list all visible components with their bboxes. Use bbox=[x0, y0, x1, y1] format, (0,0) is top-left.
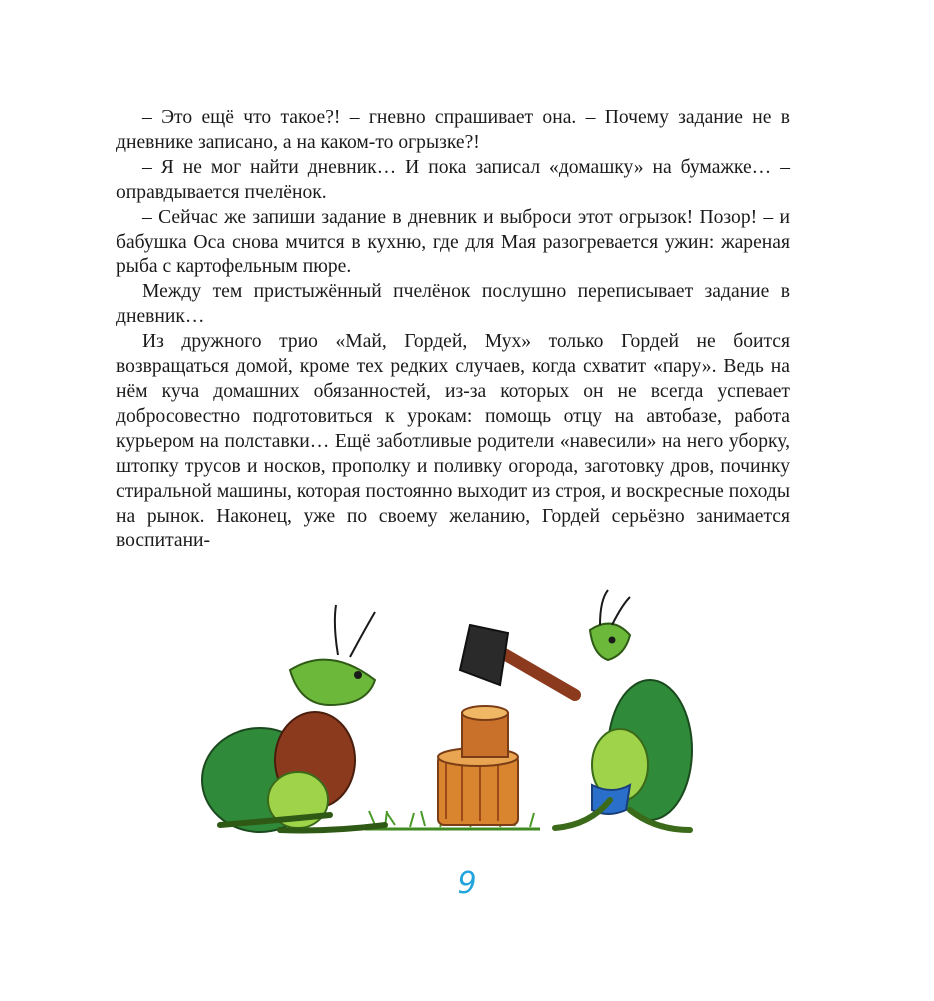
chopping-bug bbox=[555, 590, 692, 830]
page-number: 9 bbox=[457, 866, 477, 901]
tree-stump bbox=[438, 706, 518, 825]
paragraph: – Сейчас же запиши задание в дневник и выброси этот огрызок! Позор! – и бабушка Оса снова мчится в кухню, где для Мая разогревается ужин: жареная рыба с картофельным пюре. bbox=[116, 206, 790, 278]
body-text bbox=[116, 106, 790, 554]
paragraph: – Это ещё что такое?! – гневно спрашивает она. – Почему задание не в дневнике записано, а на каком-то огрызке?! bbox=[116, 107, 790, 153]
axe bbox=[460, 625, 575, 695]
sitting-bug bbox=[202, 605, 385, 832]
paragraph: Из дружного трио «Май, Гордей, Мух» только Гордей не боится возвращаться домой, кроме тех редких случаев, когда схватит «пару». Ведь на нём куча домашних обязанностей, из-за которых он не всегда успевает добросовестно подготовиться к урокам: помощь отцу на автобазе, работа курьером на полставки… Ещё заботливые родители «навесили» на него уборку, штопку трусов и носков, прополку и поливку огорода, заготовку дров, починку стиральной машины, которая постоянно выходит из строя, и воскресные походы на рынок. Наконец, уже по своему желанию, Гордей серьёзно занимается воспитани- bbox=[116, 331, 790, 552]
paragraph: Между тем пристыжённый пчелёнок послушно переписывает задание в дневник… bbox=[116, 281, 790, 328]
paragraph: – Я не мог найти дневник… И пока записал «домашку» на бумажке… – оправдывается пчелёнок. bbox=[116, 156, 790, 203]
illustration-bugs-chopping-wood bbox=[180, 585, 740, 860]
